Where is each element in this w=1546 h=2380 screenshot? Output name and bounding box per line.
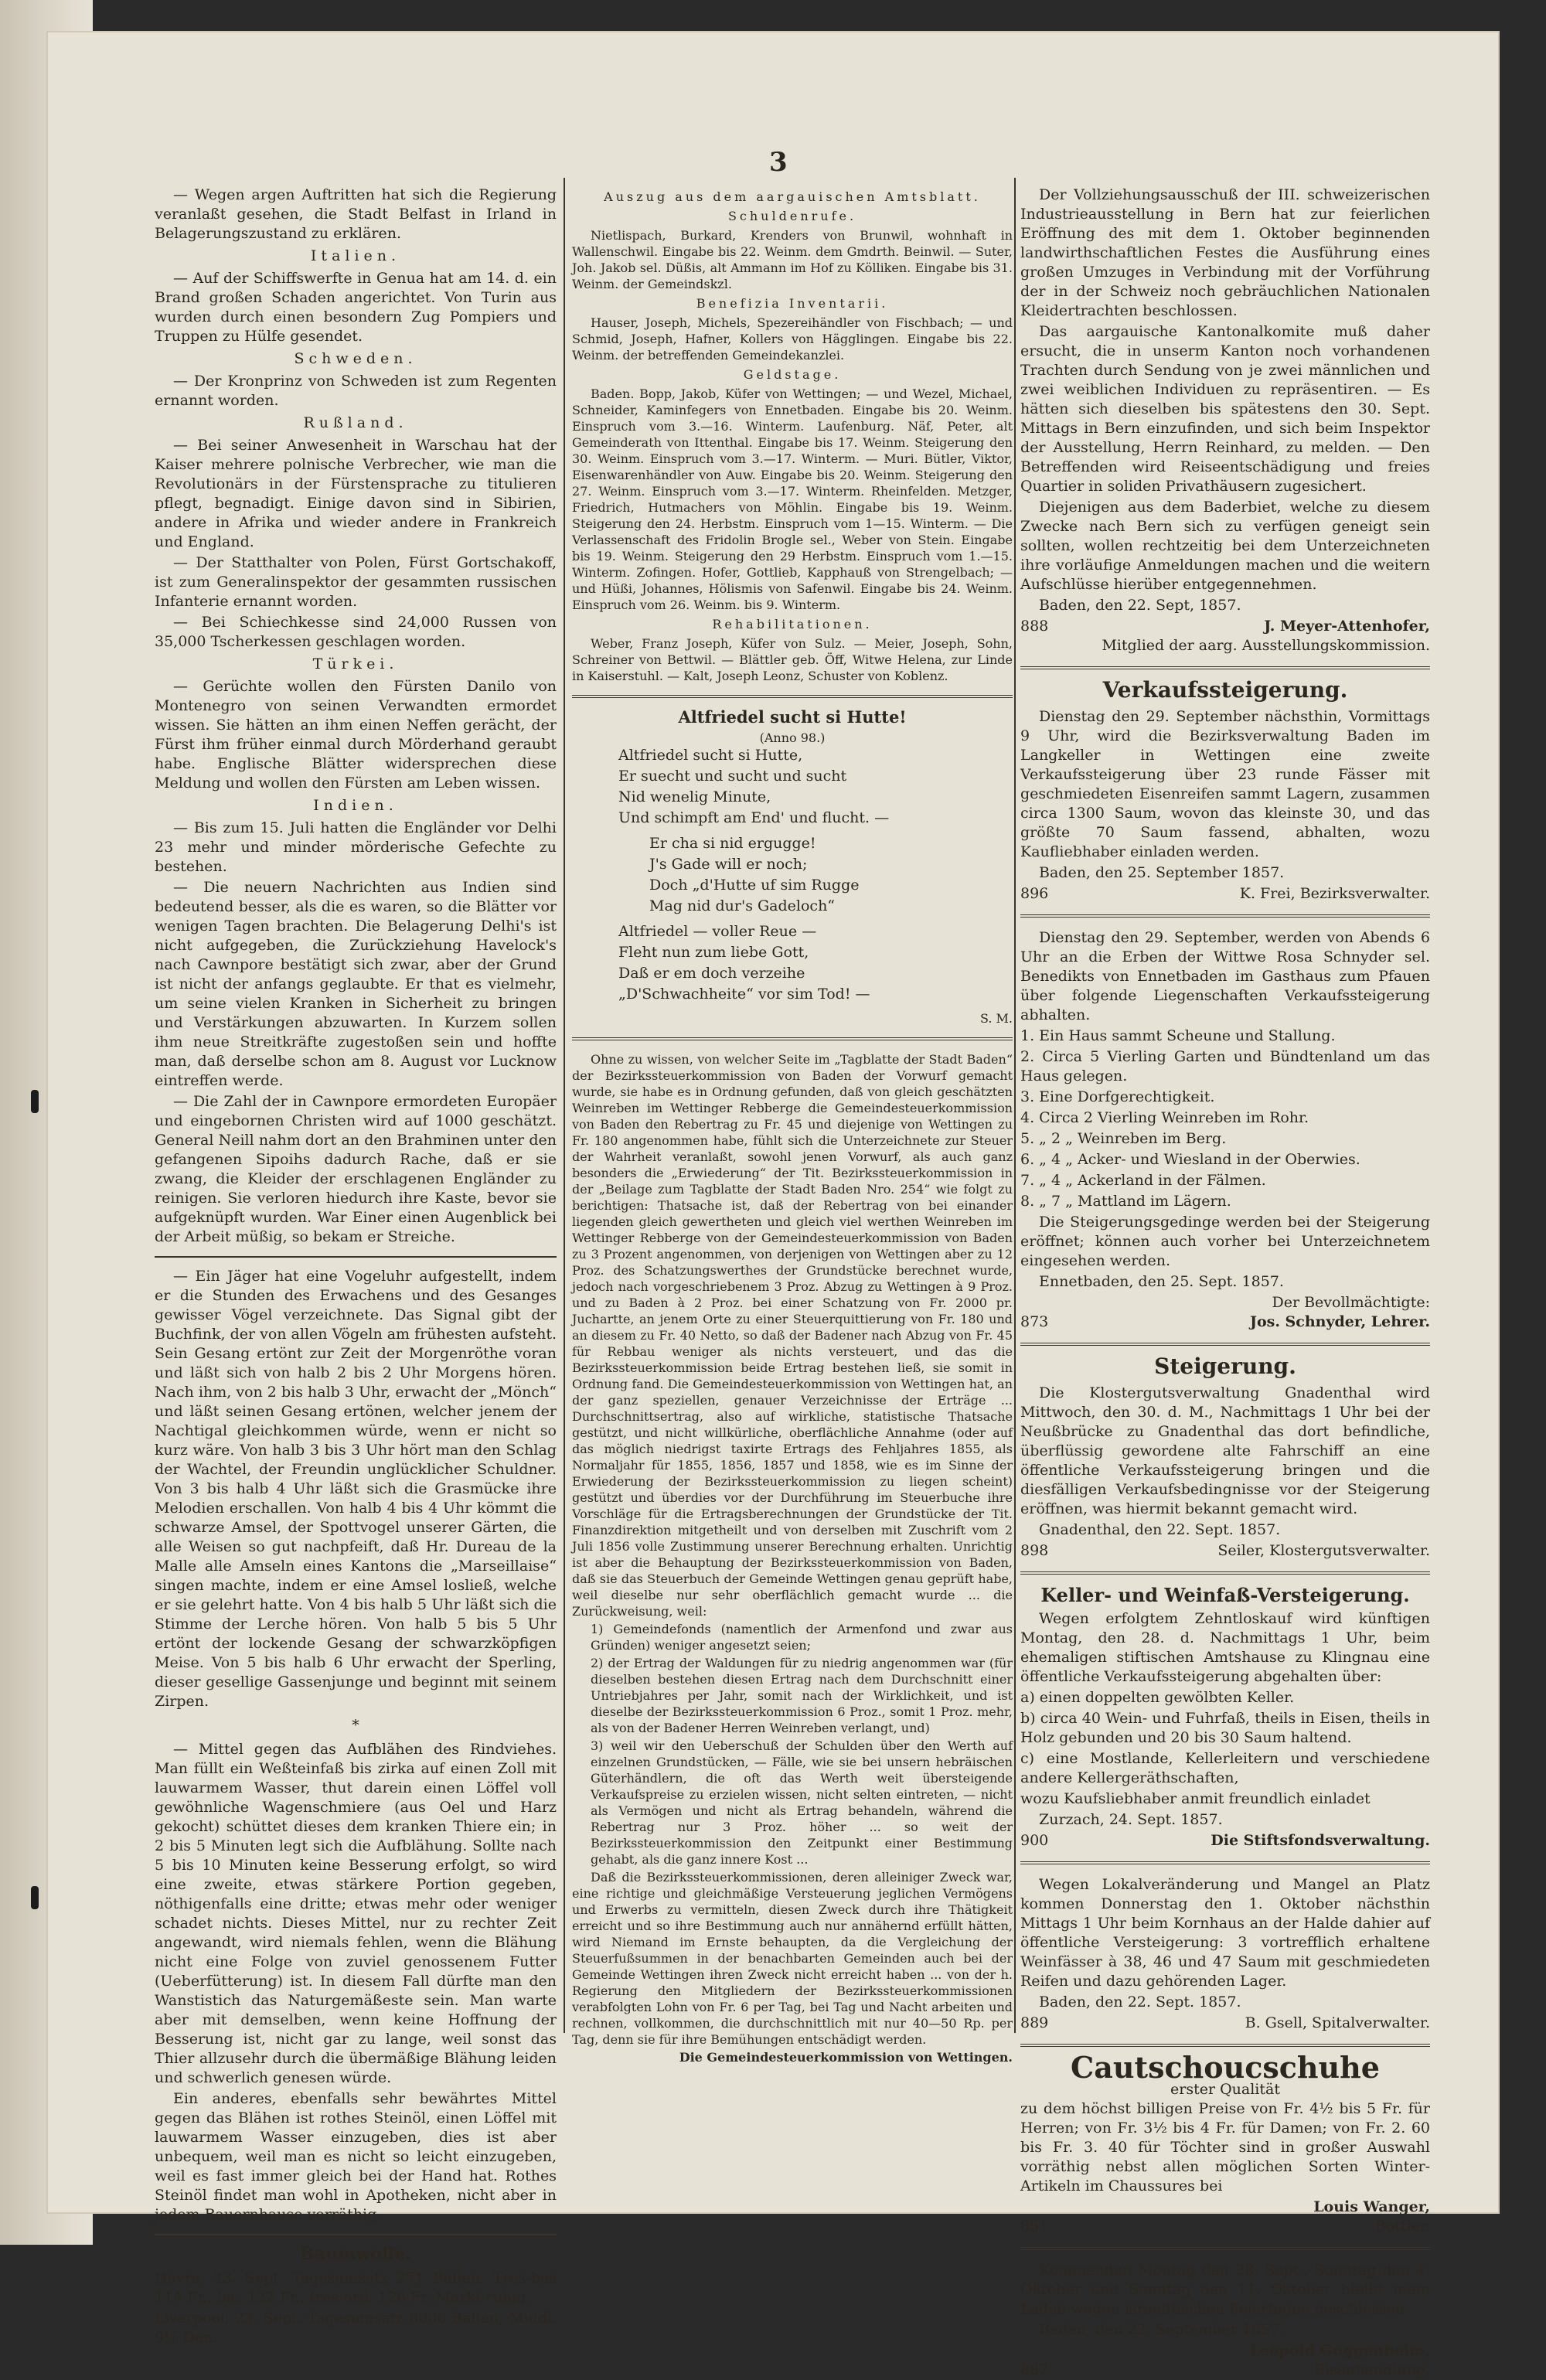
section-heading-russland: Rußland. [303,414,408,431]
ad-number: 889 [1020,2014,1049,2031]
poem-line: „D'Schwachheite“ vor sim Tod! — [618,986,870,1003]
ad-date: Ennetbaden, den 25. Sept. 1857. [1039,1273,1284,1290]
poem-line: Er suecht und sucht und sucht [618,768,847,785]
poem-line: Altfriedel sucht si Hutte, [618,747,803,764]
ad-signature: Jos. Schnyder, Lehrer. [1249,1313,1430,1330]
poem-signature: S. M. [979,1011,1013,1026]
list-item: 4. Circa 2 Vierling Weinreben im Rohr. [1020,1109,1309,1126]
ad-number: 873 [1020,1313,1049,1330]
ad-number: 896 [1020,885,1049,902]
ad-signature-role: Eisenhandlung. [1314,2361,1430,2378]
divider [1020,1343,1430,1346]
ad-text: wozu Kaufsliebhaber anmit freundlich einladet [1020,1790,1371,1807]
ad-signature-role: Der Bevollmächtigte: [1272,1294,1430,1311]
ad-date: Gnadenthal, den 22. Sept. 1857. [1039,1521,1281,1538]
divider [1020,2044,1430,2047]
section-heading-baumwolle: Baumwolle. [299,2244,412,2264]
ad-date: Baden, den 25. September 1857. [1039,864,1285,881]
ad-signature: K. Frei, Bezirksverwalter. [1239,885,1430,902]
list-item: 6. „ 4 „ Acker- und Wiesland in der Oberwies. [1020,1151,1360,1168]
notice-text: Baden. Bopp, Jakob, Küfer von Wettingen; — und Wezel, Michael, Schneider, Kaminfegers von Ennetbaden. Eingabe bis 20. Weinm. Einspruch vom 3.—16. Winterm. Laufenburg. Näf, Peter, alt Gemeinderath von Ittenthal. Eingabe bis 17. Weinm. Steigerung den 30. Weinm. Einspruch vom 3.—17. Winterm. — Muri. Bütler, Viktor, Eisenwarenhändler von Auw. Eingabe bis 20. Weinm. Steigerung den 27. Weinm. Einspruch vom 3.—17. Winterm. Rheinfelden. Metzger, Friedrich, Hutmachers von Möhlin. Eingabe bis 19. Weinm. Steigerung den 24. Herbstm. Einspruch vom 1—15. Winterm. — Die Verlassenschaft des Fridolin Brogle sel., Weber von Stein. Eingabe bis 19. Weinm. Steigerung den 29 Herbstm. Einspruch vom 1.—15. Winterm. Zofingen. Hofer, Gottlieb, Kapphauß von Strengelbach; — und Hüßi, Johannes, Hölismis von Safenwil. Eingabe bis 24. Weinm. Einspruch vom 26. Weinm. bis 9. Winterm. [572,386,1013,612]
poem-line: Und schimpft am End' und flucht. — [618,809,890,826]
notice-text: Nietlispach, Burkard, Krenders von Brunwil, wohnhaft in Wallenschwil. Eingabe bis 22. Weinm. dem Gmdrth. Beinwil. — Suter, Joh. Jakob sel. Düßis, alt Ammann im Hof zu Kölliken. Eingabe bis 31. Weinm. der Gemeindskzl. [572,228,1013,291]
column-right [1020,186,1430,2380]
section-heading-indien: Indien. [313,797,398,814]
ad-text: Die Klostergutsverwaltung Gnadenthal wird Mittwoch, den 30. d. M., Nachmittags 1 Uhr bei der Neußbrücke zu Gnadenthal das dort befindliche, überflüssig gewordene alte Fahrschiff an eine öffentliche Verkaufssteigerung bringen und die diesfälligen Verkaufsbedingnisse vor der Steigerung eröffnen, was hiermit bekannt gemacht wird. [1020,1384,1430,1517]
list-item: 3. Eine Dorfgerechtigkeit. [1020,1088,1215,1105]
article-indien: — Die neuern Nachrichten aus Indien sind bedeutend besser, als die es waren, so die Blätter vor wenigen Tagen brachten. Die Belagerung Delhi's ist nicht aufgegeben, die Zurückziehung Havelock's nach Cawnpore bestätigt sich zwar, aber der Grund ist nicht der anfangs geglaubte. Er that es vielmehr, um seine vielen Kranken in Sicherheit zu bringen und Verstärkungen abzuwarten. In Kurzem sollen ihm neue Streitkräfte zugestoßen sein und hoffte man, daß derselbe schon am 8. August vor Lucknow eintreffen werde. [155,879,557,1089]
ad-signature: Leopold Guggenheim, [1249,2342,1430,2359]
ad-signature-role: Bottier. [1374,2218,1430,2235]
ad-text: Dienstag den 29. September, werden von Abends 6 Uhr an die Erben der Wittwe Rosa Schnyder sel. Benedikts von Ennetbaden im Gasthaus zum Pfauen über folgende Liegenschaften Verkaufssteigerung abhalten. [1020,929,1430,1023]
section-heading-amtsblatt: Auszug aus dem aargauischen Amtsblatt. [604,189,981,204]
page-number: 3 [769,147,788,178]
market-report: Liverpool, 23. Sept. Tagesumsatz 8000 Ballen, Middl. 9⅛ Den. [155,2310,557,2346]
ad-subheading: erster Qualität [1170,2081,1280,2098]
article-vogeluhr: — Ein Jäger hat eine Vogeluhr aufgestellt, indem er die Stunden des Erwachens und des Gesanges gewisser Vögel verzeichnete. Das Signal gibt der Buchfink, der von allen Vögeln am frühesten aufsteht. Sein Gesang ertönt zur Zeit der Morgenröthe voran und läßt sich von halb 2 bis 2 Uhr Morgens hören. Nach ihm, von 2 bis halb 3 Uhr, erwacht der „Mönch“ und läßt seinen Gesang ertönen, welcher jenem der Nachtigal gleichkommen würde, wenn er nicht so kurz wäre. Von halb 3 bis 3 Uhr hört man den Schlag der Wachtel, der Freundin unglücklicher Schuldner. Von 3 bis halb 4 Uhr läßt sich die Grasmücke ihre Melodien erschallen. Von halb 4 bis 4 Uhr kömmt die schwarze Amsel, der Spottvogel unserer Gärten, die alle Weisen so gut nachpfeift, daß Hr. Dureau de la Malle alle Amseln eines Kantons die „Marseillaise“ singen machte, indem er eine Amsel losließ, welche er sie gelehrt hatte. Von 4 bis halb 5 Uhr läßt sich die Stimme der Lerche hören. Von halb 5 bis 5 Uhr ertönt der lockende Gesang der schwarzköpfigen Meise. Von 5 bis halb 6 Uhr erwacht der Sperling, dieser gesellige Gassenjunge und beginnt mit seinem Zirpen. [155,1268,557,1710]
ad-date: Baden, den 22. Sept. 1857. [1039,1994,1241,2011]
subheading-benefizia: Benefizia Inventarii. [696,296,889,311]
ad-signature: Louis Wanger, [1313,2198,1430,2215]
list-item: 7. „ 4 „ Ackerland in der Fälmen. [1020,1172,1266,1189]
poem-line: Altfriedel — voller Reue — [618,923,817,940]
list-item: b) circa 40 Wein- und Fuhrfaß, theils in Eisen, theils in Holz gebunden und 20 bis 30 Saum haltend. [1020,1710,1430,1746]
statement-closing: Daß die Bezirkssteuerkommissionen, deren alleiniger Zweck war, eine richtige und gleichmäßige Versteuerung jeglichen Vermögens und Erwerbs zu vermitteln, diesen Zweck durch ihre Thätigkeit erreicht und so ihre Bestimmung auch nur annähernd erfüllt hätten, wird Niemand im Ernste behaupten, da die Vergleichung der Steuerfußsummen in der benachbarten Gemeinden auch bei der Gemeinde Wettingen ihren Zweck nicht erreicht haben ... von der h. Regierung den Mitgliedern der Bezirkssteuerkommissionen verabfolgten Lohn von Fr. 6 per Tag, bei Tag und Nacht arbeiten und rechnen, vollkommen, die durchschnittlich mit nur 40—50 Rp. per Tag, denn sie für ihre Bemühungen entschädigt werden. [572,1870,1013,2047]
article-russland: — Bei seiner Anwesenheit in Warschau hat der Kaiser mehrere polnische Verbrecher, wie man die Revolutionärs in der Fürstensprache zu titulieren pflegt, begnadigt. Einige davon sind in Sibirien, andere in Afrika und wieder andere in Frankreich und England. [155,437,557,550]
ad-text: Die Steigerungsgedinge werden bei der Steigerung eröffnet; können auch vorher bei Unterzeichnetem eingesehen werden. [1020,1214,1430,1269]
article-mittel: — Mittel gegen das Aufblähen des Rindviehes. Man füllt ein Weßteinfaß bis zirka auf einen Zoll mit lauwarmem Wasser, thut darein einen Löffel voll gewöhnliche Wagenschmiere (aus Oel und Harz gekocht) schüttet dieses dem kranken Thiere ein; in 2 bis 5 Minuten legt sich die Aufblähung. Sollte nach 5 bis 10 Minuten keine Besserung erfolgt, so wird eine zweite, etwas stärkere Portion gegeben, nöthigenfalls eine dritte; etwas mehr oder weniger schadet nichts. Dieses Mittel, nur zu rechter Zeit angewandt, wird niemals fehlen, wenn die Blähung nicht eine Folge von zuviel genossenem Futter (Ueberfütterung) ist. In diesem Fall dürfte man den Wanstistich das Naturgemäßeste sein. Man warte aber mit demselben, wenn keine Hoffnung der Besserung ist, nicht gar zu lange, weil sonst das Thier allzusehr durch die übermäßige Blähung leiden und schwerlich genesen würde. [155,1741,557,2086]
list-item: 2) der Ertrag der Waldungen für zu niedrig angenommen war (für dieselben bestehen diesen Ertrag nach dem Durchschnitt einer Untriebjahres per Jahr, somit nach der Wirklichkeit, und ist dieselbe der Bezirkssteuerkommission 6 Proz., somit 1 Proz. mehr, als von der Badener Herren Weinreben verlangt, und) [591,1656,1013,1735]
divider [155,2234,557,2235]
ad-text: Dienstag den 29. September nächsthin, Vormittags 9 Uhr, wird die Bezirksverwaltung Baden im Langkeller in Wettingen eine zweite Verkaufssteigerung über 23 runde Fässer mit geschmiedeten Eisenreifen sammt Lagern, zusammen circa 1300 Saum, wovon das kleinste 30, und das größte 70 Saum fassend, abhalten, wozu Kaufliebhaber einladen werden. [1020,708,1430,860]
list-item: 8. „ 7 „ Mattland im Lägern. [1020,1193,1231,1210]
divider [1020,2247,1430,2250]
list-item: a) einen doppelten gewölbten Keller. [1020,1689,1295,1706]
ad-bern: Diejenigen aus dem Baderbiet, welche zu diesem Zwecke nach Bern sich zu verfügen geneigt sein sollten, wollen rechtzeitig bei dem Unterzeichneten ihre vorläufige Anmeldungen machen und die weitern Aufschlüsse hierüber entgegennehmen. [1020,499,1430,593]
list-item: 1) Gemeindefonds (namentlich der Armenfond und zwar aus Gründen) weniger angesetzt seien; [591,1622,1013,1653]
ad-text: Wegen erfolgtem Zehntloskauf wird künftigen Montag, den 28. d. Nachmittags 1 Uhr, beim ehemaligen stiftischen Amtshause zu Klingnau eine öffentliche Verkaufssteigerung abgehalten über: [1020,1610,1430,1685]
ad-heading-keller: Keller- und Weinfaß-Versteigerung. [1040,1584,1410,1606]
ad-text: Kommenden Montag den 28. Sept., Sonntag den 4. Oktober und Sonntag den 11. Oktober bleibt mein Laden wegen israelitischen Feiertagen geschlossen. [1020,2262,1430,2317]
ad-signature-role: Mitglied der aarg. Ausstellungskommission. [1102,637,1430,654]
ad-number: 851 [1020,2218,1049,2235]
ad-date: Zurzach, 24. Sept. 1857. [1039,1811,1223,1828]
subheading-geldstage: Geldstage. [743,367,842,382]
ad-bern: Das aargauische Kantonalkomite muß daher ersucht, die in unserm Kanton noch vorhandenen Trachten durch Sendung von je zwei männlichen und zwei weiblichen Individuen zu repräsentiren. — Es hätten sich dieselben bis spätestens den 30. Sept. Mittags in Bern einzufinden, und sich beim Inspektor der Ausstellung, Herrn Reinhard, zu melden. — Den Betreffenden wird Reiseentschädigung und freies Quartier in soliden Privathäusern zugesichert. [1020,323,1430,495]
list-item: 2. Circa 5 Vierling Garten und Bündtenland um das Haus gelegen. [1020,1048,1430,1084]
statement-wettingen: Ohne zu wissen, von welcher Seite im „Tagblatte der Stadt Baden“ der Bezirkssteuerkommission von Baden der Vorwurf gemacht wurde, sie habe es in Ordnung gefunden, daß von gleich geschätzten Weinreben im Wettinger Rebberge die Gemeindesteuerkommission von Baden den Rebertrag zu Fr. 45 und diejenige von Wettingen zu Fr. 180 angenommen habe, fühlt sich die Unterzeichnete zur Steuer der Wahrheit veranlaßt, sowohl jenen Vorwurf, als auch ganz besonders die „Erwiederung“ der Tit. Bezirkssteuerkommission in der „Beilage zum Tagblatte der Stadt Baden Nro. 254“ wie folgt zu berichtigen: Thatsache ist, daß der Rebertrag von bei einander liegenden gleich gewertheten und gleich viel werthen Weinreben im Wettinger Rebberge von der Gemeindesteuerkommission von Baden zu 3 Prozent angenommen, von derjenigen von Wettingen aber zu 12 Proz. des Schatzungswerthes der Grundstücke berechnet wurde, jedoch nach vorgeschriebenem 3 Proz. Abzug zu Wettingen à 9 Proz. und zu Baden à 2 Proz. bei einer Schatzung von Fr. 2000 pr. Juchartte, an jenem Orte zu einer Steuerquittierung von Fr. 180 und an diesem zu Fr. 40 Netto, so daß der Badener nach Abzug von Fr. 45 für Rebbau weniger als nichts versteuert, und das die Bezirkssteuerkommission beide Ertrag bestehen ließ, sie somit in Ordnung fand. Die Gemeindesteuerkommission von Wettingen hat, an der ganz speziellen, genauer Verzeichnisse der Erträge ... Durchschnittsertrag, also auf wirkliche, statistische Thatsache gestützt, und nicht willkürliche, oberflächliche Annahme (oder auf das möglich niedrigst taxirte Ertrags des Fehljahres 1855, als Normaljahr für 1855, 1856, 1857 und 1858, wie es im Sinne der Erwiederung der Bezirkssteuerkommission zu liegen scheint) gestützt und überdies vor der Durchführung im Steuerbuche ihre Vorschläge für die Ertragsberechnungen der Grundstücke der Tit. Finanzdirektion mitgetheilt und von derselben mit Zuschrift vom 2 Juli 1856 volle Zustimmung unserer Berechnung erhalten. Unrichtig ist aber die Behauptung der Bezirkssteuerkommission von Baden, daß sie das Steuerbuch der Gemeinde Wettingen genau geprüft habe, weil dieselbe nur sehr oberflächlich gemacht wurde ... die Zurückweisung, weil: [572,1052,1013,1619]
divider [1020,1861,1430,1864]
section-heading-italien: Italien. [310,247,401,264]
article-belfast: — Wegen argen Auftritten hat sich die Regierung veranlaßt gesehen, die Stadt Belfast in Irland in Belagerungszustand zu erklären. [155,186,557,242]
article-tuerkei: — Gerüchte wollen den Fürsten Danilo von Montenegro von seinen Verwandten ermordet wissen. Sie hätten an ihm einen Neffen gerächt, der Fürst ihm früher einmal durch Mörderhand geraubt habe. Englische Blätter widersprechen diese Meldung und wollen den Fürsten am Leben wissen. [155,678,557,792]
poem-subtitle: (Anno 98.) [759,730,826,745]
poem-line: Fleht nun zum liebe Gott, [618,944,809,961]
article-russland: — Bei Schiechkesse sind 24,000 Russen von 35,000 Tscherkessen geschlagen worden. [155,614,557,650]
poem-line: Er cha si nid ergugge! [649,835,816,852]
subheading-schuldenrufe: Schuldenrufe. [727,209,857,223]
ad-signature: B. Gsell, Spitalverwalter. [1245,2014,1430,2031]
poem-title: Altfriedel sucht si Hutte! [678,707,907,727]
statement-signature: Die Gemeindesteuerkommission von Wettingen. [679,2050,1013,2065]
separator-star: * [352,1717,359,1734]
column-rule [564,178,565,2033]
column-middle [572,186,1013,2065]
list-item: 1. Ein Haus sammt Scheune und Stallung. [1020,1027,1336,1044]
divider [1020,914,1430,918]
ad-number: 888 [1020,618,1049,635]
list-item: 5. „ 2 „ Weinreben im Berg. [1020,1130,1227,1147]
article-russland: — Der Statthalter von Polen, Fürst Gortschakoff, ist zum Generalinspektor der gesammten russischen Infanterie ernannt worden. [155,554,557,610]
ad-date: Baden, den 22. Sept, 1857. [1039,597,1241,614]
column-rule [1014,178,1016,2033]
column-left [155,186,557,2349]
ad-date: Baden, den 22. September 1857. [1039,2321,1285,2338]
article-schweden: — Der Kronprinz von Schweden ist zum Regenten ernannt worden. [155,373,557,409]
ad-text: zu dem höchst billigen Preise von Fr. 4½ bis 5 Fr. für Herren; von Fr. 3½ bis 4 Fr. für Damen; von Fr. 2. 60 bis Fr. 3. 40 für Töchter sind in großer Auswahl vorräthig nebst allen möglichen Sorten Winter-Artikeln im Chaussures bei [1020,2100,1430,2194]
subheading-rehabilitationen: Rehabilitationen. [712,617,873,632]
ad-heading-verkaufssteigerung: Verkaufssteigerung. [1102,677,1348,703]
article-mittel: Ein anderes, ebenfalls sehr bewährtes Mittel gegen das Blähen ist rothes Steinöl, einen Löffel mit lauwarmem Wasser einzugeben, dies ist aber unbequem, weil man es nicht so leicht einzugeben, weil es fast immer gleich bei der Hand hat. Rothes Steinöl findet man wohl in Apotheken, nicht aber in jedem Bauernhause vorräthig. [155,2090,557,2223]
article-italien: — Auf der Schiffswerfte in Genua hat am 14. d. ein Brand großen Schaden angerichtet. Von Turin aus wurden durch einen besondern Zug Pompiers und Truppen zu Hülfe gesendet. [155,270,557,345]
article-indien: — Die Zahl der in Cawnpore ermordeten Europäer und eingebornen Christen wird auf 1000 geschätzt. General Neill nahm dort an den Brahminen unter den gefangenen Sipoihs dadurch Rache, daß er sie zwang, die Kleider der erschlagenen Engländer zu reinigen. Sie verloren hiedurch ihre Kaste, bevor sie aufgeknüpft wurden. War Einer einen Augenblick bei der Arbeit müßig, so bekam er Streiche. [155,1093,557,1245]
divider [155,1256,557,1258]
notice-text: Weber, Franz Joseph, Küfer von Sulz. — Meier, Joseph, Sohn, Schreiner von Bettwil. — Blättler geb. Öff, Witwe Helena, zur Linde in Kaiserstuhl. — Kalt, Joseph Leonz, Schuster von Koblenz. [572,636,1013,683]
poem-line: Daß er em doch verzeihe [618,965,805,982]
binding-hole [31,1090,39,1113]
article-indien: — Bis zum 15. Juli hatten die Engländer vor Delhi 23 mehr und minder mörderische Gefechte zu bestehen. [155,819,557,875]
ad-heading-cautschouc: Cautschoucschuhe [1071,2050,1380,2085]
poem-line: Nid wenelig Minute, [618,788,771,805]
ad-number: 898 [1020,1542,1049,1559]
section-heading-schweden: Schweden. [294,350,417,367]
notice-text: Hauser, Joseph, Michels, Spezereihändler von Fischbach; — und Schmid, Joseph, Hafner, Kollers von Hägglingen. Eingabe bis 22. Weinm. der betreffenden Gemeindekanzlei. [572,315,1013,363]
market-report: Havre, 23. Sept. Tagesumsatz 271 Ballen. Tres-bas 114 Fr., bas 122 Fr., tres ord. 126 Fr. Markt ruhig. [155,2269,557,2306]
ad-number: 900 [1020,1832,1049,1849]
poem-line: Mag nid dur's Gadeloch“ [649,897,836,914]
divider [572,695,1013,698]
poem-line: Doch „d'Hutte uf sim Rugge [649,877,860,894]
divider [1020,1571,1430,1575]
divider [572,1037,1013,1040]
list-item: c) eine Mostlande, Kellerleitern und verschiedene andere Kellergeräthschaften, [1020,1750,1430,1786]
ad-bern: Der Vollziehungsausschuß der III. schweizerischen Industrieausstellung in Bern hat zur feierlichen Eröffnung des mit dem 1. Oktober beginnenden landwirthschaftlichen Festes die Ausführung eines großen Umzuges in Verbindung mit der Vorführung der in der Schweiz noch gebräuchlichen Nationalen Kleidertrachten beschlossen. [1020,186,1430,319]
divider [1020,666,1430,669]
ad-text: Wegen Lokalveränderung und Mangel an Platz kommen Donnerstag den 1. Oktober nächsthin Mittags 1 Uhr beim Kornhaus an der Halde dahier auf öffentliche Versteigerung: 3 vortrefflich erhaltene Weinfässer à 38, 46 und 47 Saum mit geschmiedeten Reifen und dazu gehörenden Lager. [1020,1876,1430,1990]
list-item: 3) weil wir den Ueberschuß der Schulden über den Werth auf einzelnen Grundstücken, — Fälle, wie sie bei unsern hebräischen Güterhändlern, die oft das Werth weit übersteigende Verkaufspreise zu erzielen wissen, nicht selten eintreten, — nicht als Vermögen und nicht als Ertrag behandeln, während die Rebertrag nur 3 Proz. höher ... so weit der Bezirkssteuerkommission den Zeitpunkt einer Bestimmung gehabt, als die ganz innere Kost ... [591,1738,1013,1867]
section-heading-tuerkei: Türkei. [312,655,399,672]
ad-signature: Seiler, Klostergutsverwalter. [1217,1542,1430,1559]
poem-line: J's Gade will er noch; [649,856,808,873]
ad-signature: Die Stiftsfondsverwaltung. [1211,1832,1430,1849]
binding-hole [31,1886,39,1909]
ad-heading-steigerung: Steigerung. [1154,1353,1296,1379]
ad-number: 887 [1020,2361,1049,2378]
ad-signature: J. Meyer-Attenhofer, [1264,618,1430,635]
